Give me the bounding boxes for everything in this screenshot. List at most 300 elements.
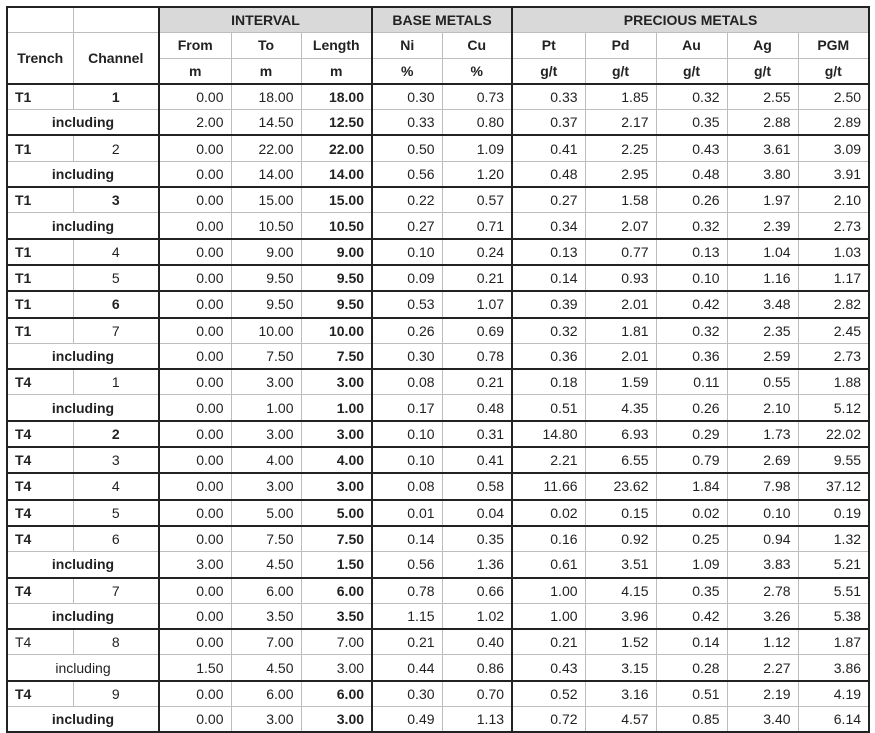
- channel-cell: 5: [73, 265, 159, 291]
- table-row: [7, 291, 869, 317]
- from-cell: 0.00: [159, 291, 231, 317]
- ag-cell: 0.94: [727, 526, 798, 552]
- to-cell: 6.00: [231, 578, 301, 604]
- ag-cell: 3.61: [727, 135, 798, 161]
- to-cell: 3.00: [231, 369, 301, 395]
- pd-cell: 0.93: [585, 265, 656, 291]
- table-row: [7, 343, 869, 369]
- pgm-cell: 22.02: [798, 421, 869, 447]
- pgm-cell: 2.89: [798, 110, 869, 136]
- pt-cell: 0.37: [512, 110, 585, 136]
- ag-cell: 1.97: [727, 187, 798, 213]
- including-label: including: [7, 603, 159, 629]
- length-cell: 3.00: [301, 369, 372, 395]
- cu-cell: 0.40: [442, 629, 512, 655]
- to-cell: 4.50: [231, 655, 301, 681]
- length-cell: 6.00: [301, 681, 372, 707]
- au-cell: 0.11: [656, 369, 727, 395]
- channel-cell: 7: [73, 578, 159, 604]
- trench-cell: T4: [7, 500, 73, 526]
- trench-column-header: Trench: [7, 33, 73, 84]
- trench-cell: T4: [7, 578, 73, 604]
- from-cell: 0.00: [159, 707, 231, 733]
- from-cell: 0.00: [159, 318, 231, 344]
- ag-cell: 2.88: [727, 110, 798, 136]
- trench-cell: T1: [7, 84, 73, 110]
- length-cell: 7.00: [301, 629, 372, 655]
- length-unit: m: [301, 58, 372, 84]
- pd-cell: 2.07: [585, 213, 656, 239]
- cu-cell: 0.57: [442, 187, 512, 213]
- table-row: [7, 578, 869, 604]
- ni-cell: 0.78: [372, 578, 442, 604]
- au-column-header: Au: [656, 33, 727, 58]
- table-row: [7, 84, 869, 110]
- ni-cell: 0.10: [372, 239, 442, 265]
- au-cell: 0.32: [656, 318, 727, 344]
- pgm-cell: 3.09: [798, 135, 869, 161]
- ni-cell: 0.30: [372, 84, 442, 110]
- trench-cell: T1: [7, 291, 73, 317]
- ni-cell: 0.56: [372, 161, 442, 187]
- pd-cell: 4.15: [585, 578, 656, 604]
- including-label: including: [7, 213, 159, 239]
- precious-metals-group-header: PRECIOUS METALS: [512, 7, 869, 33]
- length-cell: 1.00: [301, 395, 372, 421]
- table-row: [7, 603, 869, 629]
- length-cell: 6.00: [301, 578, 372, 604]
- pd-cell: 2.95: [585, 161, 656, 187]
- from-cell: 0.00: [159, 578, 231, 604]
- cu-cell: 0.71: [442, 213, 512, 239]
- to-cell: 9.50: [231, 265, 301, 291]
- table-row: [7, 629, 869, 655]
- from-cell: 0.00: [159, 84, 231, 110]
- ag-cell: 2.78: [727, 578, 798, 604]
- channel-cell: 7: [73, 318, 159, 344]
- trench-cell: T1: [7, 187, 73, 213]
- pt-cell: 0.48: [512, 161, 585, 187]
- pgm-cell: 1.87: [798, 629, 869, 655]
- pt-cell: 0.52: [512, 681, 585, 707]
- ni-cell: 0.49: [372, 707, 442, 733]
- interval-group-header: INTERVAL: [159, 7, 372, 33]
- cu-cell: 0.24: [442, 239, 512, 265]
- ni-cell: 1.15: [372, 603, 442, 629]
- cu-cell: 1.02: [442, 603, 512, 629]
- ni-cell: 0.30: [372, 681, 442, 707]
- to-cell: 3.00: [231, 421, 301, 447]
- including-label: including: [7, 161, 159, 187]
- pgm-cell: 1.03: [798, 239, 869, 265]
- au-cell: 0.36: [656, 343, 727, 369]
- including-label: including: [7, 655, 159, 681]
- pgm-cell: 2.10: [798, 187, 869, 213]
- pt-cell: 0.02: [512, 500, 585, 526]
- ag-cell: 1.12: [727, 629, 798, 655]
- au-cell: 1.84: [656, 473, 727, 499]
- ni-cell: 0.50: [372, 135, 442, 161]
- length-cell: 10.00: [301, 318, 372, 344]
- to-cell: 4.50: [231, 552, 301, 578]
- from-column-header: From: [159, 33, 231, 58]
- pd-cell: 2.01: [585, 343, 656, 369]
- ag-column-header: Ag: [727, 33, 798, 58]
- from-cell: 0.00: [159, 473, 231, 499]
- table-row: [7, 421, 869, 447]
- length-cell: 9.00: [301, 239, 372, 265]
- channel-cell: 9: [73, 681, 159, 707]
- table-row: [7, 655, 869, 681]
- table-row: [7, 135, 869, 161]
- channel-cell: 6: [73, 526, 159, 552]
- cu-cell: 0.21: [442, 265, 512, 291]
- pt-cell: 0.32: [512, 318, 585, 344]
- pgm-cell: 1.17: [798, 265, 869, 291]
- pt-unit: g/t: [512, 58, 585, 84]
- length-cell: 3.50: [301, 603, 372, 629]
- from-cell: 0.00: [159, 135, 231, 161]
- pd-cell: 1.85: [585, 84, 656, 110]
- au-cell: 0.51: [656, 681, 727, 707]
- ni-cell: 0.09: [372, 265, 442, 291]
- length-cell: 5.00: [301, 500, 372, 526]
- pd-cell: 0.77: [585, 239, 656, 265]
- from-cell: 0.00: [159, 161, 231, 187]
- ni-cell: 0.17: [372, 395, 442, 421]
- to-cell: 1.00: [231, 395, 301, 421]
- au-cell: 0.10: [656, 265, 727, 291]
- ag-cell: 7.98: [727, 473, 798, 499]
- pgm-cell: 2.50: [798, 84, 869, 110]
- to-cell: 7.50: [231, 343, 301, 369]
- length-cell: 10.50: [301, 213, 372, 239]
- cu-column-header: Cu: [442, 33, 512, 58]
- pd-cell: 1.81: [585, 318, 656, 344]
- pt-cell: 0.36: [512, 343, 585, 369]
- pd-cell: 3.16: [585, 681, 656, 707]
- pt-cell: 0.16: [512, 526, 585, 552]
- length-cell: 14.00: [301, 161, 372, 187]
- to-cell: 15.00: [231, 187, 301, 213]
- ni-cell: 0.56: [372, 552, 442, 578]
- to-unit: m: [231, 58, 301, 84]
- channel-cell: 2: [73, 135, 159, 161]
- to-cell: 3.00: [231, 473, 301, 499]
- from-cell: 0.00: [159, 421, 231, 447]
- length-cell: 3.00: [301, 655, 372, 681]
- channel-cell: 5: [73, 500, 159, 526]
- to-column-header: To: [231, 33, 301, 58]
- channel-cell: 3: [73, 187, 159, 213]
- pt-cell: 0.18: [512, 369, 585, 395]
- ni-cell: 0.10: [372, 447, 442, 473]
- au-cell: 0.29: [656, 421, 727, 447]
- pt-cell: 0.39: [512, 291, 585, 317]
- pgm-cell: 6.14: [798, 707, 869, 733]
- pd-cell: 2.17: [585, 110, 656, 136]
- to-cell: 10.50: [231, 213, 301, 239]
- channel-column-header: Channel: [73, 33, 159, 84]
- ni-cell: 0.14: [372, 526, 442, 552]
- au-cell: 0.79: [656, 447, 727, 473]
- au-cell: 0.85: [656, 707, 727, 733]
- length-cell: 18.00: [301, 84, 372, 110]
- pgm-cell: 5.12: [798, 395, 869, 421]
- au-cell: 0.14: [656, 629, 727, 655]
- including-label: including: [7, 552, 159, 578]
- au-cell: 0.13: [656, 239, 727, 265]
- length-cell: 1.50: [301, 552, 372, 578]
- trench-cell: T1: [7, 239, 73, 265]
- including-label: including: [7, 395, 159, 421]
- pgm-cell: 2.45: [798, 318, 869, 344]
- length-cell: 3.00: [301, 473, 372, 499]
- cu-cell: 1.36: [442, 552, 512, 578]
- base-metals-group-header: BASE METALS: [372, 7, 512, 33]
- pt-cell: 0.27: [512, 187, 585, 213]
- au-unit: g/t: [656, 58, 727, 84]
- length-cell: 12.50: [301, 110, 372, 136]
- ag-cell: 3.40: [727, 707, 798, 733]
- table-row: [7, 265, 869, 291]
- pt-cell: 0.34: [512, 213, 585, 239]
- to-cell: 6.00: [231, 681, 301, 707]
- to-cell: 14.00: [231, 161, 301, 187]
- ag-cell: 0.55: [727, 369, 798, 395]
- to-cell: 22.00: [231, 135, 301, 161]
- cu-cell: 1.20: [442, 161, 512, 187]
- to-cell: 5.00: [231, 500, 301, 526]
- to-cell: 3.00: [231, 707, 301, 733]
- length-cell: 9.50: [301, 265, 372, 291]
- including-label: including: [7, 110, 159, 136]
- trench-cell: T4: [7, 681, 73, 707]
- au-cell: 0.26: [656, 395, 727, 421]
- au-cell: 0.02: [656, 500, 727, 526]
- from-cell: 0.00: [159, 603, 231, 629]
- cu-cell: 0.86: [442, 655, 512, 681]
- ag-cell: 1.16: [727, 265, 798, 291]
- cu-cell: 0.73: [442, 84, 512, 110]
- trench-cell: T1: [7, 318, 73, 344]
- ag-cell: 1.04: [727, 239, 798, 265]
- pgm-cell: 2.82: [798, 291, 869, 317]
- pd-cell: 2.01: [585, 291, 656, 317]
- length-column-header: Length: [301, 33, 372, 58]
- pt-cell: 0.13: [512, 239, 585, 265]
- length-cell: 3.00: [301, 421, 372, 447]
- au-cell: 0.42: [656, 603, 727, 629]
- trench-cell: T4: [7, 526, 73, 552]
- pt-column-header: Pt: [512, 33, 585, 58]
- cu-cell: 0.69: [442, 318, 512, 344]
- length-cell: 15.00: [301, 187, 372, 213]
- table-row: [7, 161, 869, 187]
- ni-cell: 0.33: [372, 110, 442, 136]
- pt-cell: 0.72: [512, 707, 585, 733]
- pt-cell: 0.61: [512, 552, 585, 578]
- to-cell: 14.50: [231, 110, 301, 136]
- channel-cell: 4: [73, 239, 159, 265]
- pt-cell: 2.21: [512, 447, 585, 473]
- length-cell: 7.50: [301, 526, 372, 552]
- pd-cell: 1.59: [585, 369, 656, 395]
- from-unit: m: [159, 58, 231, 84]
- channel-cell: 8: [73, 629, 159, 655]
- pt-cell: 14.80: [512, 421, 585, 447]
- cu-cell: 0.70: [442, 681, 512, 707]
- au-cell: 0.48: [656, 161, 727, 187]
- ni-unit: %: [372, 58, 442, 84]
- pd-cell: 23.62: [585, 473, 656, 499]
- au-cell: 0.32: [656, 213, 727, 239]
- from-cell: 0.00: [159, 239, 231, 265]
- trench-cell: T1: [7, 135, 73, 161]
- ag-cell: 3.80: [727, 161, 798, 187]
- table-row: [7, 552, 869, 578]
- length-cell: 4.00: [301, 447, 372, 473]
- cu-cell: 1.09: [442, 135, 512, 161]
- table-row: [7, 187, 869, 213]
- from-cell: 0.00: [159, 447, 231, 473]
- pt-cell: 0.33: [512, 84, 585, 110]
- ag-cell: 2.35: [727, 318, 798, 344]
- trench-cell: T4: [7, 629, 73, 655]
- cu-cell: 0.80: [442, 110, 512, 136]
- table-row: [7, 447, 869, 473]
- ag-cell: 0.10: [727, 500, 798, 526]
- ni-cell: 0.22: [372, 187, 442, 213]
- trench-cell: T4: [7, 447, 73, 473]
- au-cell: 0.26: [656, 187, 727, 213]
- pd-unit: g/t: [585, 58, 656, 84]
- pd-cell: 0.92: [585, 526, 656, 552]
- ag-cell: 2.59: [727, 343, 798, 369]
- trench-cell: T4: [7, 473, 73, 499]
- header-spacer-trench: [7, 7, 73, 33]
- ni-cell: 0.44: [372, 655, 442, 681]
- pd-cell: 3.51: [585, 552, 656, 578]
- from-cell: 3.00: [159, 552, 231, 578]
- ag-unit: g/t: [727, 58, 798, 84]
- ag-cell: 2.39: [727, 213, 798, 239]
- header-spacer-channel: [73, 7, 159, 33]
- cu-cell: 0.66: [442, 578, 512, 604]
- cu-cell: 0.04: [442, 500, 512, 526]
- ni-cell: 0.08: [372, 473, 442, 499]
- pgm-cell: 2.73: [798, 343, 869, 369]
- au-cell: 0.25: [656, 526, 727, 552]
- au-cell: 0.35: [656, 578, 727, 604]
- cu-cell: 1.13: [442, 707, 512, 733]
- au-cell: 0.42: [656, 291, 727, 317]
- channel-cell: 4: [73, 473, 159, 499]
- from-cell: 0.00: [159, 265, 231, 291]
- channel-cell: 2: [73, 421, 159, 447]
- ag-cell: 1.73: [727, 421, 798, 447]
- cu-cell: 0.21: [442, 369, 512, 395]
- pd-cell: 1.58: [585, 187, 656, 213]
- pt-cell: 0.21: [512, 629, 585, 655]
- table-body: [7, 84, 869, 732]
- from-cell: 0.00: [159, 213, 231, 239]
- ag-cell: 3.83: [727, 552, 798, 578]
- length-cell: 7.50: [301, 343, 372, 369]
- table-row: [7, 395, 869, 421]
- including-label: including: [7, 343, 159, 369]
- pgm-cell: 5.21: [798, 552, 869, 578]
- channel-cell: 3: [73, 447, 159, 473]
- pt-cell: 0.14: [512, 265, 585, 291]
- pgm-cell: 3.86: [798, 655, 869, 681]
- pt-cell: 0.51: [512, 395, 585, 421]
- cu-cell: 0.41: [442, 447, 512, 473]
- ni-cell: 0.10: [372, 421, 442, 447]
- pgm-cell: 5.38: [798, 603, 869, 629]
- pgm-cell: 1.88: [798, 369, 869, 395]
- pd-column-header: Pd: [585, 33, 656, 58]
- from-cell: 2.00: [159, 110, 231, 136]
- pd-cell: 6.55: [585, 447, 656, 473]
- to-cell: 3.50: [231, 603, 301, 629]
- to-cell: 7.50: [231, 526, 301, 552]
- including-label: including: [7, 707, 159, 733]
- pd-cell: 4.35: [585, 395, 656, 421]
- pt-cell: 0.43: [512, 655, 585, 681]
- table-row: [7, 526, 869, 552]
- cu-unit: %: [442, 58, 512, 84]
- ni-cell: 0.08: [372, 369, 442, 395]
- pgm-cell: 9.55: [798, 447, 869, 473]
- table-row: [7, 110, 869, 136]
- cu-cell: 1.07: [442, 291, 512, 317]
- pt-cell: 0.41: [512, 135, 585, 161]
- trench-cell: T1: [7, 265, 73, 291]
- pd-cell: 0.15: [585, 500, 656, 526]
- ag-cell: 2.55: [727, 84, 798, 110]
- channel-cell: 1: [73, 84, 159, 110]
- from-cell: 0.00: [159, 343, 231, 369]
- ni-cell: 0.30: [372, 343, 442, 369]
- length-cell: 3.00: [301, 707, 372, 733]
- length-cell: 9.50: [301, 291, 372, 317]
- au-cell: 0.43: [656, 135, 727, 161]
- pgm-cell: 2.73: [798, 213, 869, 239]
- to-cell: 7.00: [231, 629, 301, 655]
- pgm-cell: 0.19: [798, 500, 869, 526]
- ag-cell: 3.26: [727, 603, 798, 629]
- to-cell: 4.00: [231, 447, 301, 473]
- from-cell: 1.50: [159, 655, 231, 681]
- from-cell: 0.00: [159, 629, 231, 655]
- channel-cell: 6: [73, 291, 159, 317]
- table-row: [7, 369, 869, 395]
- to-cell: 9.00: [231, 239, 301, 265]
- from-cell: 0.00: [159, 369, 231, 395]
- pt-cell: 11.66: [512, 473, 585, 499]
- ag-cell: 2.27: [727, 655, 798, 681]
- pd-cell: 2.25: [585, 135, 656, 161]
- ag-cell: 2.19: [727, 681, 798, 707]
- from-cell: 0.00: [159, 526, 231, 552]
- from-cell: 0.00: [159, 395, 231, 421]
- to-cell: 10.00: [231, 318, 301, 344]
- ni-column-header: Ni: [372, 33, 442, 58]
- ni-cell: 0.53: [372, 291, 442, 317]
- pd-cell: 1.52: [585, 629, 656, 655]
- au-cell: 0.28: [656, 655, 727, 681]
